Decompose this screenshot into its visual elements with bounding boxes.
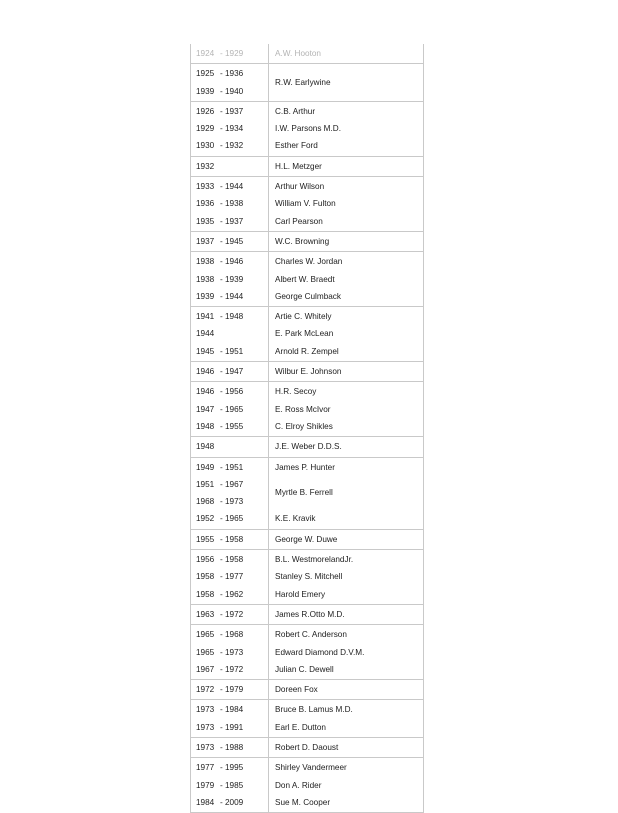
member-name: R.W. Earlywine	[275, 77, 331, 87]
member-name: Albert W. Braedt	[275, 274, 335, 284]
table-row-group	[191, 63, 423, 101]
member-name-cell	[269, 739, 423, 756]
term-dates-cell	[191, 551, 269, 568]
end-year: - 1945	[220, 236, 244, 246]
end-year: - 1968	[220, 630, 244, 640]
table-row	[191, 606, 423, 623]
term-dates-cell	[191, 178, 269, 195]
end-year: - 1965	[220, 514, 244, 524]
member-name: H.L. Metzger	[275, 161, 322, 171]
table-row	[191, 178, 423, 195]
term-dates	[191, 510, 269, 527]
table-row	[191, 438, 423, 455]
member-name-cell	[269, 137, 423, 154]
table-row	[191, 103, 423, 120]
member-name-cell	[269, 288, 423, 305]
term-dates	[191, 195, 269, 212]
term-dates	[191, 626, 269, 643]
member-name: George W. Duwe	[275, 534, 338, 544]
start-year: 1963	[196, 609, 215, 619]
end-year: - 1991	[220, 722, 244, 732]
table-row-group	[191, 361, 423, 381]
term-dates-cell	[191, 719, 269, 736]
start-year: 1979	[196, 780, 215, 790]
member-name: Stanley S. Mitchell	[275, 572, 343, 582]
table-row-group	[191, 231, 423, 251]
member-name: Shirley Vandermeer	[275, 763, 347, 773]
start-year: 1925	[196, 69, 215, 79]
term-dates-cell	[191, 383, 269, 400]
term-dates	[191, 308, 269, 325]
term-dates	[191, 158, 269, 175]
start-year: 1941	[196, 312, 215, 322]
term-dates-cell	[191, 644, 269, 661]
term-dates	[191, 476, 269, 493]
end-year: - 1939	[220, 274, 244, 284]
member-name: William V. Fulton	[275, 199, 336, 209]
term-dates-cell	[191, 158, 269, 175]
end-year: - 1962	[220, 589, 244, 599]
table-row	[191, 568, 423, 585]
term-dates-cell	[191, 661, 269, 678]
table-row	[191, 288, 423, 305]
member-name-cell	[269, 343, 423, 360]
start-year: 1933	[196, 182, 215, 192]
member-name: Wilbur E. Johnson	[275, 367, 342, 377]
end-year: - 1948	[220, 312, 244, 322]
term-dates-cell	[191, 586, 269, 603]
member-name-cell	[269, 213, 423, 230]
table-row-group	[191, 679, 423, 699]
term-dates	[191, 343, 269, 360]
term-dates	[191, 759, 269, 776]
table-row-group	[191, 156, 423, 176]
start-year: 1939	[196, 291, 215, 301]
start-year: 1948	[196, 442, 215, 452]
table-row	[191, 586, 423, 603]
member-name: Arnold R. Zempel	[275, 346, 339, 356]
start-year: 1937	[196, 236, 215, 246]
term-dates	[191, 701, 269, 718]
term-dates-cell	[191, 363, 269, 380]
member-name: Robert D. Daoust	[275, 742, 339, 752]
table-row	[191, 551, 423, 568]
table-row	[191, 195, 423, 212]
term-dates-cell	[191, 45, 269, 62]
term-dates	[191, 777, 269, 794]
start-year: 1958	[196, 589, 215, 599]
member-name: E. Park McLean	[275, 329, 334, 339]
start-year: 1926	[196, 106, 215, 116]
end-year: - 1972	[220, 609, 244, 619]
table-row	[191, 325, 423, 342]
end-year: - 1934	[220, 124, 244, 134]
table-row	[191, 137, 423, 154]
term-dates	[191, 213, 269, 230]
term-dates-cell	[191, 213, 269, 230]
start-year: 1952	[196, 514, 215, 524]
member-name: James R.Otto M.D.	[275, 609, 345, 619]
member-name-cell	[269, 120, 423, 137]
term-dates	[191, 794, 269, 811]
term-dates-cell	[191, 120, 269, 137]
start-year: 1935	[196, 216, 215, 226]
start-year: 1938	[196, 257, 215, 267]
member-name-cell	[269, 777, 423, 794]
member-name-cell	[269, 45, 423, 62]
term-dates	[191, 65, 269, 82]
end-year: - 1985	[220, 780, 244, 790]
table-row	[191, 120, 423, 137]
start-year: 1977	[196, 763, 215, 773]
member-name: K.E. Kravik	[275, 514, 316, 524]
end-year: - 1947	[220, 367, 244, 377]
term-dates-cell	[191, 759, 269, 776]
term-dates	[191, 739, 269, 756]
term-dates-cell	[191, 739, 269, 756]
member-name-cell	[269, 644, 423, 661]
table-row-group	[191, 549, 423, 604]
start-year: 1967	[196, 664, 215, 674]
member-name: Charles W. Jordan	[275, 257, 343, 267]
term-dates-cell	[191, 794, 269, 811]
term-dates	[191, 459, 269, 476]
end-year: - 1936	[220, 69, 244, 79]
member-name: E. Ross McIvor	[275, 404, 331, 414]
member-name: Edward Diamond D.V.M.	[275, 647, 365, 657]
member-name-cell	[269, 459, 423, 476]
member-name: C.B. Arthur	[275, 106, 316, 116]
term-dates	[191, 83, 269, 100]
term-dates	[191, 681, 269, 698]
table-row-group	[191, 529, 423, 549]
term-dates-cell	[191, 701, 269, 718]
term-dates-cell	[191, 103, 269, 120]
term-dates-cell	[191, 401, 269, 418]
start-year: 1955	[196, 534, 215, 544]
table-row	[191, 65, 423, 100]
term-dates-cell	[191, 137, 269, 154]
member-name-cell	[269, 661, 423, 678]
term-dates	[191, 719, 269, 736]
table-row	[191, 233, 423, 250]
start-year: 1972	[196, 685, 215, 695]
member-name-cell	[269, 510, 423, 527]
term-dates	[191, 103, 269, 120]
term-dates	[191, 325, 269, 342]
term-dates	[191, 45, 269, 62]
table-row	[191, 253, 423, 270]
term-dates-cell	[191, 606, 269, 623]
table-row	[191, 661, 423, 678]
member-name-cell	[269, 195, 423, 212]
member-name: Don A. Rider	[275, 780, 322, 790]
table-row	[191, 794, 423, 811]
start-year: 1947	[196, 404, 215, 414]
end-year: - 1946	[220, 257, 244, 267]
member-name: Julian C. Dewell	[275, 664, 334, 674]
end-year: - 1929	[220, 49, 244, 58]
end-year: - 1972	[220, 664, 244, 674]
table-row	[191, 363, 423, 380]
end-year: - 1944	[220, 291, 244, 301]
member-name-cell	[269, 568, 423, 585]
table-row	[191, 626, 423, 643]
member-name: Myrtle B. Ferrell	[275, 488, 333, 498]
term-dates	[191, 568, 269, 585]
member-name: Sue M. Cooper	[275, 797, 331, 807]
start-year: 1929	[196, 124, 215, 134]
start-year: 1948	[196, 421, 215, 431]
end-year: - 1967	[220, 479, 244, 489]
term-dates	[191, 531, 269, 548]
end-year: - 1979	[220, 685, 244, 695]
table-row	[191, 777, 423, 794]
member-name-cell	[269, 253, 423, 270]
member-name: A.W. Hooton	[275, 49, 321, 58]
term-dates	[191, 644, 269, 661]
table-row-group	[191, 381, 423, 436]
term-dates-cell	[191, 459, 269, 476]
term-dates	[191, 383, 269, 400]
member-name-cell	[269, 383, 423, 400]
member-name-cell	[269, 418, 423, 435]
member-name: George Culmback	[275, 291, 341, 301]
end-year: - 1977	[220, 572, 244, 582]
term-dates-cell	[191, 288, 269, 305]
table-row	[191, 213, 423, 230]
end-year: - 1932	[220, 141, 244, 151]
start-year: 1936	[196, 199, 215, 209]
start-year: 1924	[196, 49, 215, 58]
end-year: - 1951	[220, 346, 244, 356]
term-dates-cell	[191, 681, 269, 698]
table-row-group	[191, 306, 423, 361]
end-year: - 1956	[220, 387, 244, 397]
table-row	[191, 401, 423, 418]
table-row-group	[191, 624, 423, 679]
member-name: Harold Emery	[275, 589, 326, 599]
member-name-cell	[269, 626, 423, 643]
member-name-cell	[269, 794, 423, 811]
end-year: - 1995	[220, 763, 244, 773]
term-dates	[191, 551, 269, 568]
table-row	[191, 531, 423, 548]
term-dates	[191, 137, 269, 154]
table-row	[191, 739, 423, 756]
table-row	[191, 476, 423, 511]
table-row-group	[191, 457, 423, 529]
table-row	[191, 308, 423, 325]
term-dates	[191, 363, 269, 380]
end-year: - 1944	[220, 182, 244, 192]
member-name-cell	[269, 701, 423, 718]
term-dates-cell	[191, 308, 269, 325]
term-dates	[191, 401, 269, 418]
term-dates	[191, 606, 269, 623]
member-name-cell	[269, 271, 423, 288]
member-name: Arthur Wilson	[275, 182, 325, 192]
table-row	[191, 759, 423, 776]
member-name-cell	[269, 363, 423, 380]
term-dates-cell	[191, 65, 269, 100]
term-dates-cell	[191, 438, 269, 455]
term-dates	[191, 233, 269, 250]
member-name-cell	[269, 178, 423, 195]
table-row	[191, 701, 423, 718]
term-dates	[191, 661, 269, 678]
member-name-cell	[269, 759, 423, 776]
member-name: C. Elroy Shikles	[275, 421, 333, 431]
start-year: 1965	[196, 630, 215, 640]
member-name-cell	[269, 438, 423, 455]
end-year: - 1965	[220, 404, 244, 414]
member-name-cell	[269, 65, 423, 100]
table-row	[191, 644, 423, 661]
table-row	[191, 158, 423, 175]
table-row-group	[191, 436, 423, 456]
end-year: - 1951	[220, 462, 244, 472]
end-year: - 1938	[220, 199, 244, 209]
term-dates-cell	[191, 777, 269, 794]
term-dates-cell	[191, 195, 269, 212]
table-row-group	[191, 101, 423, 156]
start-year: 1930	[196, 141, 215, 151]
end-year: - 1984	[220, 705, 244, 715]
term-dates-cell	[191, 476, 269, 511]
term-dates-cell	[191, 325, 269, 342]
end-year: - 1937	[220, 106, 244, 116]
member-name: Earl E. Dutton	[275, 722, 326, 732]
term-dates	[191, 253, 269, 270]
end-year: - 1955	[220, 421, 244, 431]
member-name-cell	[269, 719, 423, 736]
member-name-cell	[269, 325, 423, 342]
member-name: B.L. WestmorelandJr.	[275, 555, 354, 565]
table-row	[191, 343, 423, 360]
term-dates-cell	[191, 271, 269, 288]
table-row	[191, 681, 423, 698]
member-name: Artie C. Whitely	[275, 312, 332, 322]
table-row-group	[191, 757, 423, 812]
member-name: Esther Ford	[275, 141, 318, 151]
term-dates-cell	[191, 343, 269, 360]
start-year: 1944	[196, 329, 215, 339]
term-dates	[191, 586, 269, 603]
member-name-cell	[269, 586, 423, 603]
term-dates	[191, 438, 269, 455]
term-dates	[191, 418, 269, 435]
member-name-cell	[269, 531, 423, 548]
start-year: 1973	[196, 742, 215, 752]
table-row-group	[191, 176, 423, 231]
start-year: 1973	[196, 722, 215, 732]
term-dates	[191, 271, 269, 288]
table-row-group	[191, 699, 423, 737]
start-year: 1949	[196, 462, 215, 472]
end-year: - 1973	[220, 497, 244, 507]
term-dates	[191, 288, 269, 305]
start-year: 1945	[196, 346, 215, 356]
table-row	[191, 719, 423, 736]
table-row	[191, 459, 423, 476]
end-year: - 2009	[220, 797, 244, 807]
start-year: 1968	[196, 497, 215, 507]
member-name: Robert C. Anderson	[275, 630, 347, 640]
end-year: - 1940	[220, 86, 244, 96]
term-dates-cell	[191, 418, 269, 435]
start-year: 1938	[196, 274, 215, 284]
member-name-cell	[269, 681, 423, 698]
member-name: Carl Pearson	[275, 216, 323, 226]
member-name: Doreen Fox	[275, 685, 318, 695]
table-row-group	[191, 604, 423, 624]
start-year: 1946	[196, 387, 215, 397]
member-name-cell	[269, 233, 423, 250]
member-name: W.C. Browning	[275, 236, 330, 246]
table-row	[191, 418, 423, 435]
roster-table	[190, 44, 424, 813]
member-name-cell	[269, 551, 423, 568]
member-name: J.E. Weber D.D.S.	[275, 442, 342, 452]
member-name: Bruce B. Lamus M.D.	[275, 705, 353, 715]
member-name: James P. Hunter	[275, 462, 335, 472]
member-name-cell	[269, 308, 423, 325]
end-year: - 1988	[220, 742, 244, 752]
member-name: I.W. Parsons M.D.	[275, 124, 341, 134]
term-dates-cell	[191, 233, 269, 250]
term-dates	[191, 178, 269, 195]
start-year: 1965	[196, 647, 215, 657]
term-dates	[191, 120, 269, 137]
end-year: - 1958	[220, 555, 244, 565]
term-dates-cell	[191, 253, 269, 270]
member-name-cell	[269, 476, 423, 511]
table-row	[191, 510, 423, 527]
start-year: 1946	[196, 367, 215, 377]
member-name: H.R. Secoy	[275, 387, 317, 397]
term-dates-cell	[191, 626, 269, 643]
start-year: 1939	[196, 86, 215, 96]
table-row-group	[191, 44, 423, 63]
table-row-group	[191, 737, 423, 757]
end-year: - 1958	[220, 534, 244, 544]
end-year: - 1973	[220, 647, 244, 657]
term-dates	[191, 493, 269, 510]
member-name-cell	[269, 158, 423, 175]
start-year: 1973	[196, 705, 215, 715]
member-name-cell	[269, 401, 423, 418]
start-year: 1984	[196, 797, 215, 807]
term-dates-cell	[191, 510, 269, 527]
table-row-group	[191, 251, 423, 306]
start-year: 1956	[196, 555, 215, 565]
table-row	[191, 271, 423, 288]
term-dates-cell	[191, 531, 269, 548]
table-row	[191, 45, 423, 62]
end-year: - 1937	[220, 216, 244, 226]
start-year: 1932	[196, 161, 215, 171]
member-name-cell	[269, 103, 423, 120]
table-row	[191, 383, 423, 400]
start-year: 1958	[196, 572, 215, 582]
term-dates-cell	[191, 568, 269, 585]
start-year: 1951	[196, 479, 215, 489]
member-name-cell	[269, 606, 423, 623]
